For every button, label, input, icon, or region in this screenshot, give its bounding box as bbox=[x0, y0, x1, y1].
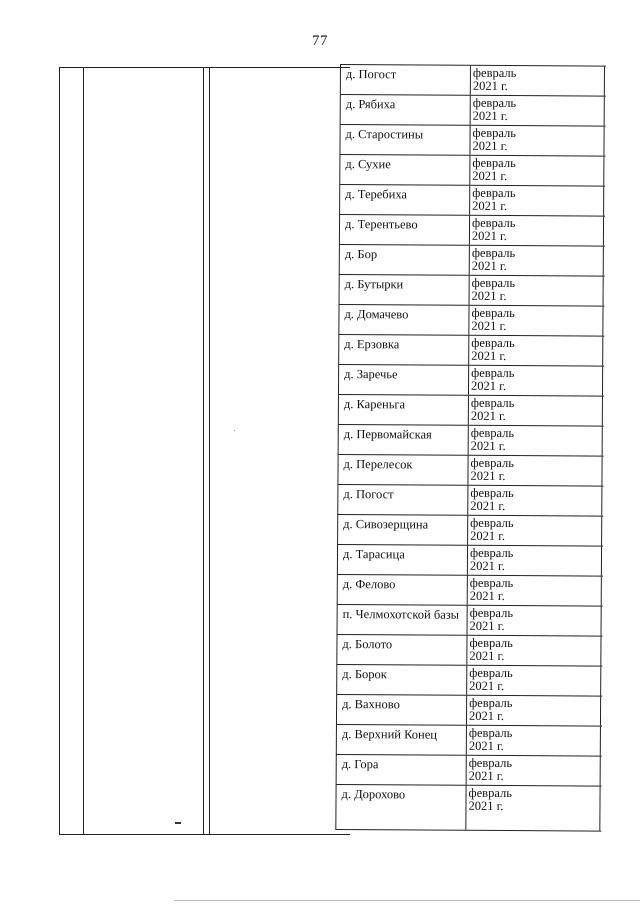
settlement-name: д. Тарасица bbox=[337, 545, 467, 575]
date-cell bbox=[467, 576, 602, 606]
year: 2021 г. bbox=[471, 228, 507, 244]
table-row bbox=[338, 304, 604, 336]
year: 2021 г. bbox=[468, 768, 504, 784]
table-row bbox=[339, 274, 605, 306]
month: февраль bbox=[470, 395, 515, 411]
year: 2021 г. bbox=[472, 108, 508, 124]
year: 2021 г. bbox=[469, 618, 505, 634]
settlement-name: д. Первомайская bbox=[338, 425, 468, 455]
month: февраль bbox=[469, 695, 513, 711]
year: 2021 г. bbox=[471, 288, 507, 304]
table-row bbox=[337, 574, 603, 606]
settlement-name: д. Погост bbox=[340, 65, 470, 95]
month: февраль bbox=[471, 245, 516, 261]
year: 2021 г. bbox=[470, 408, 506, 424]
month: февраль bbox=[471, 335, 515, 351]
month: февраль bbox=[472, 185, 516, 201]
date-cell bbox=[465, 786, 600, 831]
year: 2021 г. bbox=[470, 468, 506, 484]
month: февраль bbox=[470, 515, 514, 531]
table-row bbox=[338, 364, 604, 396]
date-cell bbox=[469, 156, 604, 186]
year: 2021 г. bbox=[469, 588, 505, 604]
date-cell bbox=[470, 66, 605, 96]
year: 2021 г. bbox=[472, 138, 508, 154]
month: февраль bbox=[468, 725, 513, 741]
column-divider-1 bbox=[83, 67, 84, 835]
date-cell bbox=[468, 306, 603, 336]
date-cell bbox=[467, 546, 602, 576]
date-cell bbox=[468, 336, 603, 366]
settlement-name: д. Кареньга bbox=[338, 395, 468, 425]
settlement-name: д. Терентьево bbox=[339, 215, 469, 245]
table-row bbox=[336, 754, 602, 786]
scan-speck bbox=[234, 430, 235, 431]
month: февраль bbox=[472, 155, 516, 171]
scan-bottom-edge bbox=[174, 900, 640, 901]
table-row bbox=[340, 94, 606, 126]
month: февраль bbox=[472, 65, 517, 81]
month: февраль bbox=[472, 95, 517, 111]
settlement-name: д. Домачево bbox=[338, 305, 468, 335]
page-number: 77 bbox=[312, 33, 328, 49]
settlement-name: д. Верхний Конец bbox=[336, 725, 466, 755]
month: февраль bbox=[471, 275, 516, 291]
settlement-name: п. Челмохотской базы bbox=[337, 605, 467, 635]
year: 2021 г. bbox=[470, 378, 507, 394]
table-row bbox=[337, 514, 603, 546]
date-cell bbox=[469, 186, 604, 216]
date-cell bbox=[467, 486, 602, 516]
settlement-name: д. Теребиха bbox=[339, 185, 469, 215]
table-row bbox=[337, 454, 603, 486]
month: февраль bbox=[469, 545, 514, 561]
date-cell bbox=[469, 276, 604, 306]
month: февраль bbox=[471, 365, 515, 381]
month: февраль bbox=[469, 575, 514, 591]
table-row bbox=[339, 244, 605, 276]
settlement-name: д. Вахново bbox=[336, 695, 466, 725]
table-row bbox=[340, 64, 606, 96]
table-row bbox=[335, 784, 601, 832]
month: февраль bbox=[470, 425, 515, 441]
year: 2021 г. bbox=[470, 528, 506, 544]
year: 2021 г. bbox=[469, 678, 505, 694]
settlement-name: д. Старостины bbox=[339, 125, 469, 155]
year: 2021 г. bbox=[470, 438, 506, 454]
year: 2021 г. bbox=[471, 258, 507, 274]
month: февраль bbox=[472, 125, 517, 141]
date-cell bbox=[469, 246, 604, 276]
settlement-name: д. Сивозерщина bbox=[337, 515, 467, 545]
table-row bbox=[336, 694, 602, 726]
settlement-name: д. Заречье bbox=[338, 365, 468, 395]
date-cell bbox=[466, 636, 601, 666]
settlement-name: д. Перелесок bbox=[337, 455, 467, 485]
year: 2021 г. bbox=[470, 498, 506, 514]
date-cell bbox=[467, 606, 602, 636]
month: февраль bbox=[469, 665, 513, 681]
settlement-name: д. Ерзовка bbox=[338, 335, 468, 365]
table-row bbox=[338, 394, 604, 426]
year: 2021 г. bbox=[472, 78, 508, 94]
settlement-name: д. Сухие bbox=[339, 155, 469, 185]
table-row bbox=[337, 484, 603, 516]
table-row bbox=[337, 544, 603, 576]
month: февраль bbox=[471, 215, 516, 231]
date-cell bbox=[466, 726, 601, 756]
date-cell bbox=[468, 366, 603, 396]
year: 2021 г. bbox=[468, 708, 505, 724]
settlement-name: д. Бор bbox=[339, 245, 469, 275]
column-divider-3 bbox=[209, 67, 210, 835]
month: февраль bbox=[468, 755, 513, 771]
date-cell bbox=[469, 126, 604, 156]
table-row bbox=[339, 154, 605, 186]
table-left-columns bbox=[59, 67, 350, 835]
scan-mark bbox=[175, 822, 181, 824]
table-row bbox=[339, 124, 605, 156]
table-row bbox=[339, 214, 605, 246]
date-cell bbox=[466, 666, 601, 696]
month: февраль bbox=[469, 605, 514, 621]
table-row bbox=[336, 634, 602, 666]
table-row bbox=[336, 724, 602, 756]
settlement-name: д. Фелово bbox=[337, 575, 467, 605]
table-row bbox=[338, 424, 604, 456]
date-cell bbox=[468, 426, 603, 456]
table-row bbox=[337, 604, 603, 636]
settlement-name: д. Рябиха bbox=[340, 95, 470, 125]
year: 2021 г. bbox=[468, 798, 504, 814]
date-cell bbox=[466, 696, 601, 726]
table-row bbox=[339, 184, 605, 216]
year: 2021 г. bbox=[469, 648, 505, 664]
month: февраль bbox=[470, 485, 514, 501]
settlement-name: д. Погост bbox=[337, 485, 467, 515]
year: 2021 г. bbox=[471, 318, 507, 334]
date-cell bbox=[466, 756, 601, 786]
year: 2021 г. bbox=[468, 738, 504, 754]
table-row bbox=[338, 334, 604, 366]
year: 2021 г. bbox=[469, 558, 505, 574]
column-divider-2 bbox=[203, 67, 204, 835]
month: февраль bbox=[468, 785, 512, 801]
month: февраль bbox=[469, 635, 513, 651]
settlement-name: д. Бутырки bbox=[339, 275, 469, 305]
settlement-name: д. Гора bbox=[336, 755, 466, 785]
table-row bbox=[336, 664, 602, 696]
year: 2021 г. bbox=[471, 348, 507, 364]
date-cell bbox=[470, 96, 605, 126]
date-cell bbox=[467, 516, 602, 546]
year: 2021 г. bbox=[472, 168, 508, 184]
date-cell bbox=[469, 216, 604, 246]
settlement-name: д. Борок bbox=[336, 665, 466, 695]
date-cell bbox=[467, 456, 602, 486]
schedule-table bbox=[335, 64, 606, 832]
month: февраль bbox=[471, 305, 515, 321]
settlement-name: д. Дорохово bbox=[335, 785, 465, 830]
year: 2021 г. bbox=[472, 198, 508, 214]
settlement-name: д. Болото bbox=[336, 635, 466, 665]
month: февраль bbox=[470, 455, 515, 471]
date-cell bbox=[468, 396, 603, 426]
